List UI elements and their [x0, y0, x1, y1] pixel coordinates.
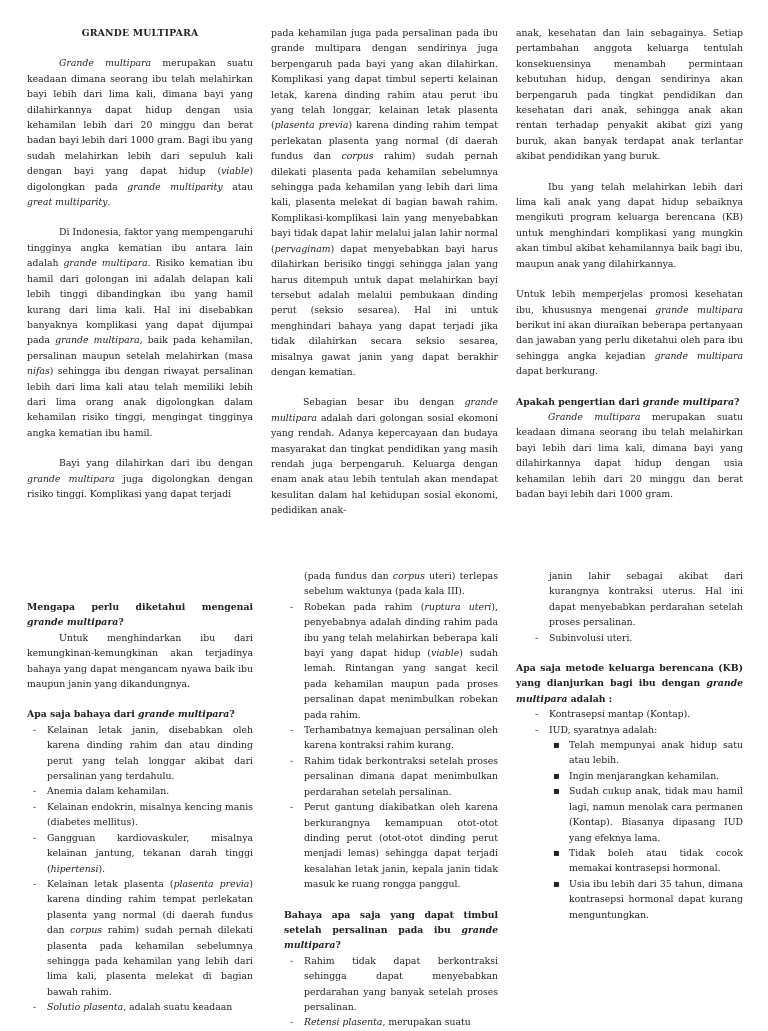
italic-term: grande multipara [654, 350, 743, 362]
list-item: ▪ Usia ibu lebih dari 35 tahun, dimana kontrasepsi hormonal dapat kurang menguntungkan. [553, 877, 743, 923]
list-item: - Anemia dalam kehamilan. [27, 784, 253, 799]
list-item: - Kelainan endokrin, misalnya kencing manis (diabetes mellitus). [27, 800, 253, 831]
paragraph: Sebagian besar ibu dengan grande multipara adalah dari golongan sosial ekomoni yang rendah. Adanya kepercayaan dan budaya masyarakat dan tingkat pendidikan yang masih rendah juga berpengaruh. Keluarga dengan enam anak atau lebih tentulah akan mendapat kesulitan dalam hal kehidupan sosial ekonomi, pedidikan anak- [271, 397, 498, 517]
bullet-list [529, 631, 743, 646]
paragraph: Grande multipara merupakan suatu keadaan dimana seorang ibu telah melahirkan bayi lebih dari lima kali, dimana bayi yang dilahirkannya dapat hidup dengan usia kehamilan lebih dari 20 minggu dan berat badan bayi lebih dari 1000 gram. [516, 411, 743, 500]
italic-term: grande multipara [271, 397, 498, 424]
paragraph: anak, kesehatan dan lain sebagainya. Setiap pertambahan anggota keluarga tentulah konsekuensinya menambah permintaan kebutuhan hidup, dengan sendirinya akan berpengaruh pada tingkat pendidikan dan kesehatan dari anak, sehingga anak akan rentan terhadap penyakit akibat gizi yang buruk, akan banyak terdapat anak terlantar akibat pendidikan yang buruk. [516, 28, 743, 163]
italic-term: grande multipara [655, 304, 743, 316]
list-item: - Rahim tidak dapat berkontraksi sehingga dapat menyebabkan perdarahan yang banyak setelah proses persalinan. [284, 954, 498, 1016]
italic-term: plasenta previa [274, 120, 349, 132]
bullet-list [284, 600, 498, 893]
bottom-column-3 [516, 569, 743, 923]
italic-term: viable [221, 166, 250, 178]
list-item: - Solutio plasenta, adalah suatu keadaan [27, 1000, 253, 1015]
paragraph: Untuk lebih memperjelas promosi kesehatan ibu, khususnya mengenai grande multipara berikut ini akan diuraikan beberapa pertanyaan dan jawaban yang perlu diketahui oleh para ibu sehingga angka kejadian grande multipara dapat berkurang. [516, 289, 743, 378]
paragraph: Ibu yang telah melahirkan lebih dari lima kali anak yang dapat hidup sebaiknya mengikuti program keluarga berencana (KB) untuk menghindari komplikasi yang mungkin akan timbul akibat kehamilannya baik bagi ibu, maupun anak yang dilahirkannya. [516, 181, 743, 270]
italic-term: grande multiparity [127, 181, 223, 193]
italic-term: grande multipara [138, 709, 230, 721]
italic-term: grande multipara [55, 335, 140, 347]
list-item: - Rahim tidak berkontraksi setelah proses persalinan dimana dapat menimbulkan perdarahan setelah persalinan. [284, 754, 498, 800]
list-item: - Terhambatnya kemajuan persalinan oleh karena kontraksi rahim kurang. [284, 723, 498, 754]
section-heading: Apakah pengertian dari grande multipara? [516, 396, 740, 408]
paragraph: janin lahir sebagai akibat dari kurangnya kontraksi uterus. Hal ini dapat menyebabkan perdarahan setelah proses persalinan. [549, 571, 743, 629]
italic-term: nifas [27, 366, 50, 378]
list-item: - Retensi plasenta, merupakan suatu [284, 1015, 498, 1030]
italic-term: Grande multipara [548, 411, 641, 423]
italic-term: plasenta previa [173, 878, 250, 890]
list-item: ▪ Sudah cukup anak, tidak mau hamil lagi, namun menolak cara permanen (Kontap). Biasanya dipasang IUD yang efeknya lama. [553, 784, 743, 846]
bullet-list [27, 723, 253, 1016]
list-item: - Gangguan kardiovaskuler, misalnya kelainan jantung, tekanan darah tinggi (hipertensi). [27, 831, 253, 877]
bottom-column-1 [27, 600, 253, 1016]
list-item: - Kelainan letak plasenta (plasenta previa) karena dinding rahim tempat perlekatan plasenta yang normal (di daerah fundus dan corpus rahim) sudah pernah dilekati plasenta pada kehamilan sebelumnya sehingga pada kehamilan yang lebih dari lima kali, plasenta melekat di bagian bawah rahim. [27, 877, 253, 1000]
list-item: - Robekan pada rahim (ruptura uteri), penyebabnya adalah dinding rahim pada ibu yang telah melahirkan beberapa kali bayi yang dapat hidup (viable) sudah lemah. Rintangan yang sangat kecil pada kehamilan maupun pada proses persalinan dapat menimbulkan robekan pada rahim. [284, 600, 498, 723]
paragraph: Di Indonesia, faktor yang mempengaruhi tingginya angka kematian ibu antara lain adalah grande multipara. Risiko kematian ibu hamil dari golongan ini adalah delapan kali lebih tinggi dibandingkan ibu yang hamil kurang dari lima kali. Hal ini disebabkan banyaknya komplikasi yang dapat dijumpai pada grande multipara, baik pada kehamilan, persalinan maupun setelah melahirkan (masa nifas) sehingga ibu dengan riwayat persalinan lebih dari lima kali atau telah memiliki lebih dari lima orang anak digolongkan dalam kehamilan risiko tinggi, mengingat tingginya angka kematian ibu hamil. [27, 227, 253, 439]
italic-term: ruptura uteri [424, 601, 492, 613]
list-item: - Subinvolusi uteri. [529, 631, 743, 646]
italic-term: great multiparity [27, 197, 108, 209]
paragraph: pada kehamilan juga pada persalinan pada ibu grande multipara dengan sendirinya juga berpengaruh pada bayi yang akan dilahirkan. Komplikasi yang dapat timbul seperti kelainan letak, karena dinding rahim atau perut ibu yang telah longgar, kelainan letak plasenta (plasenta previa) karena dinding rahim tempat perlekatan plasenta yang normal (di daerah fundus dan corpus rahim) sudah pernah dilekati plasenta pada kehamilan sebelumnya sehingga pada kehamilan yang lebih dari lima kali, plasenta melekat di bagian bawah rahim. Komplikasi-komplikasi lain yang menyebabkan bayi tidak dapat lahir melalui jalan lahir normal (pervaginam) dapat menyebabkan bayi harus dilahirkan berisiko tinggi sehingga jalan yang harus ditempuh untuk dapat melahirkan bayi tersebut adalah melalui pembukaan dinding perut (seksio sesarea). Hal ini untuk menghindari bahaya yang dapat terjadi jika tidak dilahirkan secara seksio sesarea, misalnya gawat janin yang dapat berakhir dengan kematian. [271, 28, 498, 378]
bullet-list [284, 954, 498, 1031]
italic-term: Grande multipara [59, 58, 152, 70]
italic-term: Retensi plasenta [304, 1017, 383, 1029]
italic-term: pervaginam [274, 243, 331, 255]
list-item: - Kelainan letak janin, disebabkan oleh karena dinding rahim dan atau dinding perut yang telah longgar akibat dari persalinan yang terdahulu. [27, 723, 253, 785]
italic-term: grande multipara [284, 924, 498, 952]
list-item: ▪ Telah mempunyai anak hidup satu atau lebih. [553, 738, 743, 769]
paragraph: Untuk menghindarkan ibu dari kemungkinan-kemungkinan akan terjadinya bahaya yang dapat mengancam nyawa baik ibu maupun janin yang dikandungnya. [27, 632, 253, 691]
section-heading: Mengapa perlu diketahui mengenai grande multipara? [27, 602, 253, 629]
italic-term: grande multipara [63, 258, 148, 270]
section-heading: Apa saja metode keluarga berencana (KB) yang dianjurkan bagi ibu dengan grande multipara adalah : [516, 663, 743, 705]
top-column-2 [271, 26, 498, 519]
top-column-1 [27, 26, 253, 502]
list-item: - Perut gantung diakibatkan oleh karena berkurangnya kemampuan otot-otot dinding perut (otot-otot dinding perut menjadi lemas) sehingga dapat terjadi kesalahan letak janin, kepala janin tidak masuk ke ruang rongga panggul. [284, 800, 498, 892]
list-item: ▪ Ingin menjarangkan kehamilan. [553, 769, 743, 784]
bullet-list [529, 707, 743, 738]
list-item: - Kontrasepsi mantap (Kontap). [529, 707, 743, 722]
italic-term: hipertensi [50, 863, 99, 875]
italic-term: corpus [341, 151, 374, 163]
list-item: - IUD, syaratnya adalah: [529, 723, 743, 738]
italic-term: grande multipara [516, 678, 743, 705]
italic-term: Solutio plasenta [47, 1002, 124, 1014]
italic-term: viable [431, 648, 460, 660]
list-item: ▪ Tidak boleh atau tidak cocok memakai kontrasepsi hormonal. [553, 846, 743, 877]
paragraph: (pada fundus dan corpus uteri) terlepas sebelum waktunya (pada kala III). [304, 571, 498, 598]
section-heading: Bahaya apa saja yang dapat timbul setelah persalinan pada ibu grande multipara? [284, 909, 498, 952]
section-heading: Apa saja bahaya dari grande multipara? [27, 709, 235, 721]
bottom-column-2 [284, 569, 498, 1031]
paragraph: Grande multipara merupakan suatu keadaan dimana seorang ibu telah melahirkan bayi lebih dari lima kali, dimana bayi yang dilahirkannya dapat hidup dengan usia kehamilan lebih dari 20 minggu dan berat badan bayi lebih dari 1000 gram. Bagi ibu yang sudah melahirkan lebih dari sepuluh kali dengan bayi yang dapat hidup (viable) digolongkan pada grande multiparity atau great multiparity. [27, 58, 254, 209]
italic-term: grande multipara [642, 396, 734, 408]
square-bullet-list [553, 738, 743, 923]
italic-term: corpus [392, 571, 425, 582]
page-title: GRANDE MULTIPARA [81, 28, 199, 39]
italic-term: grande multipara [27, 617, 119, 629]
paragraph: Bayi yang dilahirkan dari ibu dengan grande multipara juga digolongkan dengan risiko tinggi. Komplikasi yang dapat terjadi [27, 458, 253, 500]
top-column-3 [516, 26, 743, 502]
italic-term: corpus [70, 925, 103, 937]
italic-term: grande multipara [27, 473, 115, 485]
